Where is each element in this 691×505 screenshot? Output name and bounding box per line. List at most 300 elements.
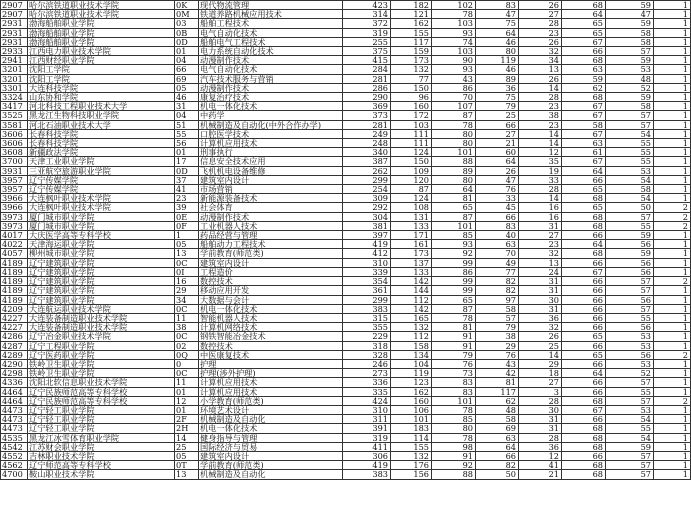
school-name-cell: 江苏财会职业学院 <box>28 442 175 451</box>
score-cell: 65 <box>562 203 606 212</box>
major-name-cell: 学前教育(师范类) <box>199 461 343 470</box>
score-cell: 70 <box>432 93 476 102</box>
major-code-cell: 23 <box>175 194 199 203</box>
school-code-cell: 4552 <box>1 451 28 460</box>
total-score-cell: 281 <box>343 120 391 129</box>
major-name-cell: 钢铁智能冶金技术 <box>199 332 343 341</box>
score-cell: 119 <box>391 369 432 378</box>
major-name-cell: 机电一体化技术 <box>199 304 343 313</box>
count-cell: 1 <box>654 37 691 46</box>
score-cell: 66 <box>562 286 606 295</box>
score-cell: 55 <box>606 387 654 396</box>
score-cell: 50 <box>606 203 654 212</box>
school-name-cell: 哈尔滨铁道职业技术学院 <box>28 1 175 10</box>
total-score-cell: 284 <box>343 65 391 74</box>
score-cell: 66 <box>562 175 606 184</box>
score-cell: 27 <box>476 129 519 138</box>
count-cell: 1 <box>654 461 691 470</box>
score-cell: 67 <box>562 405 606 414</box>
score-cell: 58 <box>476 415 519 424</box>
score-cell: 91 <box>432 341 476 350</box>
score-cell: 36 <box>476 83 519 92</box>
score-cell: 65 <box>432 295 476 304</box>
table-row <box>1 203 691 212</box>
count-cell: 1 <box>654 424 691 433</box>
score-cell: 63 <box>476 240 519 249</box>
score-cell: 99 <box>432 286 476 295</box>
score-cell: 159 <box>391 47 432 56</box>
score-cell: 32 <box>519 323 562 332</box>
total-score-cell: 372 <box>343 19 391 28</box>
total-score-cell: 419 <box>343 461 391 470</box>
score-cell: 3 <box>519 387 562 396</box>
school-name-cell: 三亚航空旅游职业学院 <box>28 166 175 175</box>
score-cell: 67 <box>562 37 606 46</box>
score-cell: 64 <box>562 166 606 175</box>
score-cell: 12 <box>519 148 562 157</box>
school-name-cell: 长春科技学院 <box>28 139 175 148</box>
score-cell: 65 <box>562 28 606 37</box>
count-cell: 1 <box>654 369 691 378</box>
score-cell: 68 <box>562 212 606 221</box>
score-cell: 58 <box>562 120 606 129</box>
school-name-cell: 辽宁建筑职业学院 <box>28 258 175 267</box>
score-cell: 103 <box>432 47 476 56</box>
score-cell: 63 <box>562 139 606 148</box>
score-cell: 73 <box>432 369 476 378</box>
school-name-cell: 新疆政法学院 <box>28 148 175 157</box>
score-cell: 57 <box>606 304 654 313</box>
table-row <box>1 378 691 387</box>
major-name-cell: 数控技术 <box>199 277 343 286</box>
score-cell: 48 <box>476 405 519 414</box>
score-cell: 78 <box>432 313 476 322</box>
major-name-cell: 动漫制作技术 <box>199 56 343 65</box>
score-cell: 31 <box>519 304 562 313</box>
major-name-cell: 环境艺术设计 <box>199 405 343 414</box>
major-name-cell: 计算机网络技术 <box>199 323 343 332</box>
total-score-cell: 328 <box>343 350 391 359</box>
score-cell: 89 <box>476 74 519 83</box>
score-cell: 25 <box>519 341 562 350</box>
score-cell: 93 <box>432 240 476 249</box>
major-code-cell: 66 <box>175 65 199 74</box>
score-cell: 47 <box>606 10 654 19</box>
score-cell: 70 <box>476 249 519 258</box>
school-code-cell: 4562 <box>1 461 28 470</box>
score-cell: 81 <box>432 194 476 203</box>
count-cell: 2 <box>654 221 691 230</box>
total-score-cell: 383 <box>343 470 391 479</box>
total-score-cell: 387 <box>343 157 391 166</box>
major-name-cell: 社会体育 <box>199 203 343 212</box>
major-code-cell: 2H <box>175 424 199 433</box>
school-name-cell: 柳州城市职业学院 <box>28 249 175 258</box>
total-score-cell: 229 <box>343 332 391 341</box>
score-cell: 68 <box>562 424 606 433</box>
score-cell: 69 <box>476 424 519 433</box>
score-cell: 111 <box>391 129 432 138</box>
table-row <box>1 424 691 433</box>
school-name-cell: 大连装备制造职业技术学院 <box>28 323 175 332</box>
score-cell: 28 <box>519 433 562 442</box>
table-body <box>1 1 691 480</box>
score-cell: 66 <box>562 378 606 387</box>
major-name-cell: 药品经营与管理 <box>199 231 343 240</box>
score-cell: 53 <box>606 166 654 175</box>
score-cell: 83 <box>476 1 519 10</box>
score-cell: 32 <box>519 249 562 258</box>
major-name-cell: 船舶电气工程技术 <box>199 37 343 46</box>
score-cell: 76 <box>432 359 476 368</box>
major-name-cell: 工业机器人技术 <box>199 221 343 230</box>
score-cell: 24 <box>519 267 562 276</box>
score-cell: 123 <box>391 378 432 387</box>
score-cell: 99 <box>432 258 476 267</box>
count-cell: 1 <box>654 240 691 249</box>
score-cell: 77 <box>391 74 432 83</box>
major-code-cell: 12 <box>175 396 199 405</box>
count-cell: 1 <box>654 286 691 295</box>
major-name-cell: 信息安全技术应用 <box>199 157 343 166</box>
score-cell: 75 <box>476 93 519 102</box>
major-code-cell: 1 <box>175 231 199 240</box>
count-cell: 1 <box>654 258 691 267</box>
score-cell: 80 <box>432 175 476 184</box>
school-code-cell: 4289 <box>1 350 28 359</box>
score-cell: 88 <box>432 157 476 166</box>
school-code-cell: 4189 <box>1 277 28 286</box>
count-cell: 1 <box>654 295 691 304</box>
score-cell: 104 <box>391 359 432 368</box>
score-cell: 31 <box>519 415 562 424</box>
score-cell: 93 <box>432 65 476 74</box>
score-cell: 14 <box>519 139 562 148</box>
major-code-cell: 13 <box>175 249 199 258</box>
major-code-cell: 34 <box>175 295 199 304</box>
major-code-cell: 0D <box>175 37 199 46</box>
score-cell: 161 <box>391 240 432 249</box>
score-cell: 34 <box>519 56 562 65</box>
score-cell: 86 <box>432 267 476 276</box>
count-cell: 1 <box>654 157 691 166</box>
score-cell: 23 <box>519 240 562 249</box>
table-row <box>1 10 691 19</box>
score-cell: 55 <box>606 139 654 148</box>
score-cell: 60 <box>476 148 519 157</box>
score-cell: 78 <box>432 120 476 129</box>
major-code-cell: 01 <box>175 47 199 56</box>
school-code-cell: 3201 <box>1 74 28 83</box>
score-cell: 120 <box>391 175 432 184</box>
school-code-cell: 4017 <box>1 231 28 240</box>
school-name-cell: 大连科技学院 <box>28 83 175 92</box>
table-row <box>1 258 691 267</box>
major-code-cell: 14 <box>175 433 199 442</box>
table-row <box>1 175 691 184</box>
score-cell: 50 <box>476 470 519 479</box>
major-code-cell: 29 <box>175 286 199 295</box>
school-name-cell: 辽宁医药职业学院 <box>28 350 175 359</box>
major-code-cell: 46 <box>175 93 199 102</box>
score-cell: 36 <box>519 442 562 451</box>
major-code-cell: 39 <box>175 203 199 212</box>
major-name-cell: 中药学 <box>199 111 343 120</box>
score-cell: 40 <box>476 231 519 240</box>
score-cell: 38 <box>476 332 519 341</box>
table-row <box>1 359 691 368</box>
total-score-cell: 246 <box>343 359 391 368</box>
school-name-cell: 大连航运职业技术学院 <box>28 304 175 313</box>
score-cell: 27 <box>519 231 562 240</box>
school-name-cell: 渤海船舶职业学院 <box>28 37 175 46</box>
score-cell: 54 <box>606 433 654 442</box>
score-cell: 56 <box>606 295 654 304</box>
score-cell: 58 <box>476 304 519 313</box>
table-row <box>1 56 691 65</box>
major-name-cell: 机械制造及自动化(中外合作办学) <box>199 120 343 129</box>
score-cell: 68 <box>562 56 606 65</box>
score-cell: 26 <box>519 74 562 83</box>
score-cell: 68 <box>562 93 606 102</box>
score-cell: 66 <box>476 212 519 221</box>
school-name-cell: 长春科技学院 <box>28 129 175 138</box>
score-cell: 52 <box>606 369 654 378</box>
school-code-cell: 2941 <box>1 56 28 65</box>
score-cell: 92 <box>432 249 476 258</box>
table-row <box>1 19 691 28</box>
score-cell: 47 <box>476 10 519 19</box>
score-cell: 82 <box>476 286 519 295</box>
table-row <box>1 47 691 56</box>
count-cell: 1 <box>654 10 691 19</box>
total-score-cell: 299 <box>343 175 391 184</box>
score-cell: 162 <box>391 19 432 28</box>
score-cell: 160 <box>391 102 432 111</box>
total-score-cell: 373 <box>343 111 391 120</box>
school-code-cell: 3606 <box>1 139 28 148</box>
total-score-cell: 335 <box>343 387 391 396</box>
school-code-cell: 3606 <box>1 129 28 138</box>
major-name-cell: 电气自动化技术 <box>199 28 343 37</box>
score-cell: 108 <box>391 203 432 212</box>
major-code-cell: 0K <box>175 1 199 10</box>
major-name-cell: 动漫制作技术 <box>199 83 343 92</box>
school-name-cell: 山东协和学院 <box>28 93 175 102</box>
school-code-cell: 4286 <box>1 332 28 341</box>
score-cell: 66 <box>562 258 606 267</box>
score-cell: 121 <box>391 10 432 19</box>
school-code-cell: 3973 <box>1 221 28 230</box>
total-score-cell: 309 <box>343 194 391 203</box>
school-name-cell: 大连枫叶职业技术学院 <box>28 194 175 203</box>
score-cell: 85 <box>432 231 476 240</box>
score-cell: 66 <box>562 304 606 313</box>
score-cell: 35 <box>519 157 562 166</box>
major-code-cell: 56 <box>175 139 199 148</box>
score-cell: 23 <box>519 28 562 37</box>
major-name-cell: 飞机机电设备维修 <box>199 166 343 175</box>
table-row <box>1 249 691 258</box>
score-cell: 87 <box>391 185 432 194</box>
score-cell: 87 <box>432 212 476 221</box>
score-cell: 55 <box>606 157 654 166</box>
score-cell: 96 <box>391 93 432 102</box>
major-name-cell: 健身指导与管理 <box>199 433 343 442</box>
table-row <box>1 231 691 240</box>
score-cell: 78 <box>432 405 476 414</box>
score-cell: 64 <box>432 185 476 194</box>
major-code-cell: 25 <box>175 442 199 451</box>
count-cell: 1 <box>654 1 691 10</box>
score-cell: 64 <box>476 442 519 451</box>
score-cell: 77 <box>476 267 519 276</box>
table-row <box>1 470 691 479</box>
school-code-cell: 3608 <box>1 148 28 157</box>
count-cell: 1 <box>654 148 691 157</box>
school-name-cell: 辽宁传媒学院 <box>28 175 175 184</box>
score-cell: 62 <box>476 396 519 405</box>
score-cell: 27 <box>519 10 562 19</box>
score-cell: 66 <box>562 415 606 424</box>
school-name-cell: 辽宁传媒学院 <box>28 185 175 194</box>
school-name-cell: 沈阳北软信息职业技术学院 <box>28 378 175 387</box>
major-name-cell: 大数据与会计 <box>199 295 343 304</box>
major-name-cell: 市场营销 <box>199 185 343 194</box>
table-row <box>1 442 691 451</box>
score-cell: 114 <box>391 433 432 442</box>
school-code-cell: 2931 <box>1 28 28 37</box>
major-code-cell: 05 <box>175 451 199 460</box>
table-row <box>1 139 691 148</box>
major-code-cell: 0D <box>175 166 199 175</box>
score-cell: 102 <box>432 1 476 10</box>
school-name-cell: 辽宁民族师范高等专科学校 <box>28 387 175 396</box>
total-score-cell: 415 <box>343 56 391 65</box>
score-cell: 67 <box>562 111 606 120</box>
score-cell: 80 <box>432 129 476 138</box>
major-name-cell: 小学教育(师范类) <box>199 396 343 405</box>
score-cell: 66 <box>562 451 606 460</box>
score-cell: 85 <box>432 415 476 424</box>
score-cell: 59 <box>562 74 606 83</box>
score-cell: 79 <box>432 350 476 359</box>
score-cell: 66 <box>562 387 606 396</box>
total-score-cell: 273 <box>343 369 391 378</box>
score-cell: 103 <box>391 120 432 129</box>
score-cell: 83 <box>432 378 476 387</box>
major-name-cell: 工程造价 <box>199 267 343 276</box>
school-name-cell: 沈阳工学院 <box>28 65 175 74</box>
score-cell: 173 <box>391 56 432 65</box>
score-cell: 13 <box>519 65 562 74</box>
school-name-cell: 鞍山职业技术学院 <box>28 470 175 479</box>
major-name-cell: 船舶工程技术 <box>199 19 343 28</box>
school-code-cell: 4473 <box>1 415 28 424</box>
score-cell: 48 <box>606 74 654 83</box>
major-name-cell: 移动应用开发 <box>199 286 343 295</box>
school-name-cell: 辽宁建筑职业学院 <box>28 277 175 286</box>
score-cell: 112 <box>391 332 432 341</box>
score-cell: 13 <box>519 258 562 267</box>
score-cell: 91 <box>432 332 476 341</box>
count-cell: 1 <box>654 111 691 120</box>
school-name-cell: 厦门城市职业学院 <box>28 221 175 230</box>
major-code-cell: 11 <box>175 313 199 322</box>
total-score-cell: 419 <box>343 240 391 249</box>
total-score-cell: 318 <box>343 341 391 350</box>
count-cell: 1 <box>654 442 691 451</box>
score-cell: 150 <box>391 157 432 166</box>
major-code-cell: 38 <box>175 323 199 332</box>
total-score-cell: 319 <box>343 28 391 37</box>
total-score-cell: 340 <box>343 148 391 157</box>
table-row <box>1 341 691 350</box>
score-cell: 57 <box>606 461 654 470</box>
score-cell: 155 <box>391 442 432 451</box>
score-cell: 21 <box>519 470 562 479</box>
school-code-cell: 4700 <box>1 470 28 479</box>
count-cell: 1 <box>654 332 691 341</box>
score-cell: 46 <box>476 37 519 46</box>
school-name-cell: 天津海运职业学院 <box>28 240 175 249</box>
major-name-cell: 铁道养路机械应用技术 <box>199 10 343 19</box>
score-cell: 67 <box>562 129 606 138</box>
score-cell: 106 <box>391 405 432 414</box>
major-code-cell: 0C <box>175 332 199 341</box>
major-code-cell: 0M <box>175 10 199 19</box>
count-cell: 1 <box>654 129 691 138</box>
score-cell: 86 <box>432 83 476 92</box>
score-cell: 31 <box>519 286 562 295</box>
total-score-cell: 281 <box>343 74 391 83</box>
score-cell: 45 <box>476 203 519 212</box>
table-row <box>1 387 691 396</box>
total-score-cell: 310 <box>343 258 391 267</box>
school-code-cell: 2931 <box>1 19 28 28</box>
table-row <box>1 212 691 221</box>
score-cell: 65 <box>432 203 476 212</box>
major-code-cell: 2F <box>175 415 199 424</box>
count-cell: 2 <box>654 396 691 405</box>
count-cell: 1 <box>654 470 691 479</box>
count-cell: 2 <box>654 212 691 221</box>
score-cell: 160 <box>391 396 432 405</box>
major-code-cell: 0C <box>175 369 199 378</box>
score-cell: 59 <box>606 93 654 102</box>
score-cell: 101 <box>432 396 476 405</box>
count-cell: 2 <box>654 203 691 212</box>
score-cell: 33 <box>476 194 519 203</box>
score-cell: 144 <box>391 286 432 295</box>
count-cell: 1 <box>654 56 691 65</box>
score-cell: 26 <box>519 37 562 46</box>
school-name-cell: 辽宁民族师范高等专科学校 <box>28 396 175 405</box>
school-name-cell: 辽宁建筑职业学院 <box>28 286 175 295</box>
score-cell: 68 <box>562 194 606 203</box>
major-name-cell: 现代物流管理 <box>199 1 343 10</box>
score-cell: 42 <box>476 369 519 378</box>
major-name-cell: 建筑室内设计 <box>199 175 343 184</box>
score-cell: 63 <box>562 65 606 74</box>
score-cell: 16 <box>519 212 562 221</box>
school-code-cell: 4227 <box>1 313 28 322</box>
total-score-cell: 423 <box>343 1 391 10</box>
score-cell: 27 <box>519 378 562 387</box>
score-cell: 82 <box>476 461 519 470</box>
score-cell: 132 <box>391 323 432 332</box>
count-cell: 1 <box>654 185 691 194</box>
